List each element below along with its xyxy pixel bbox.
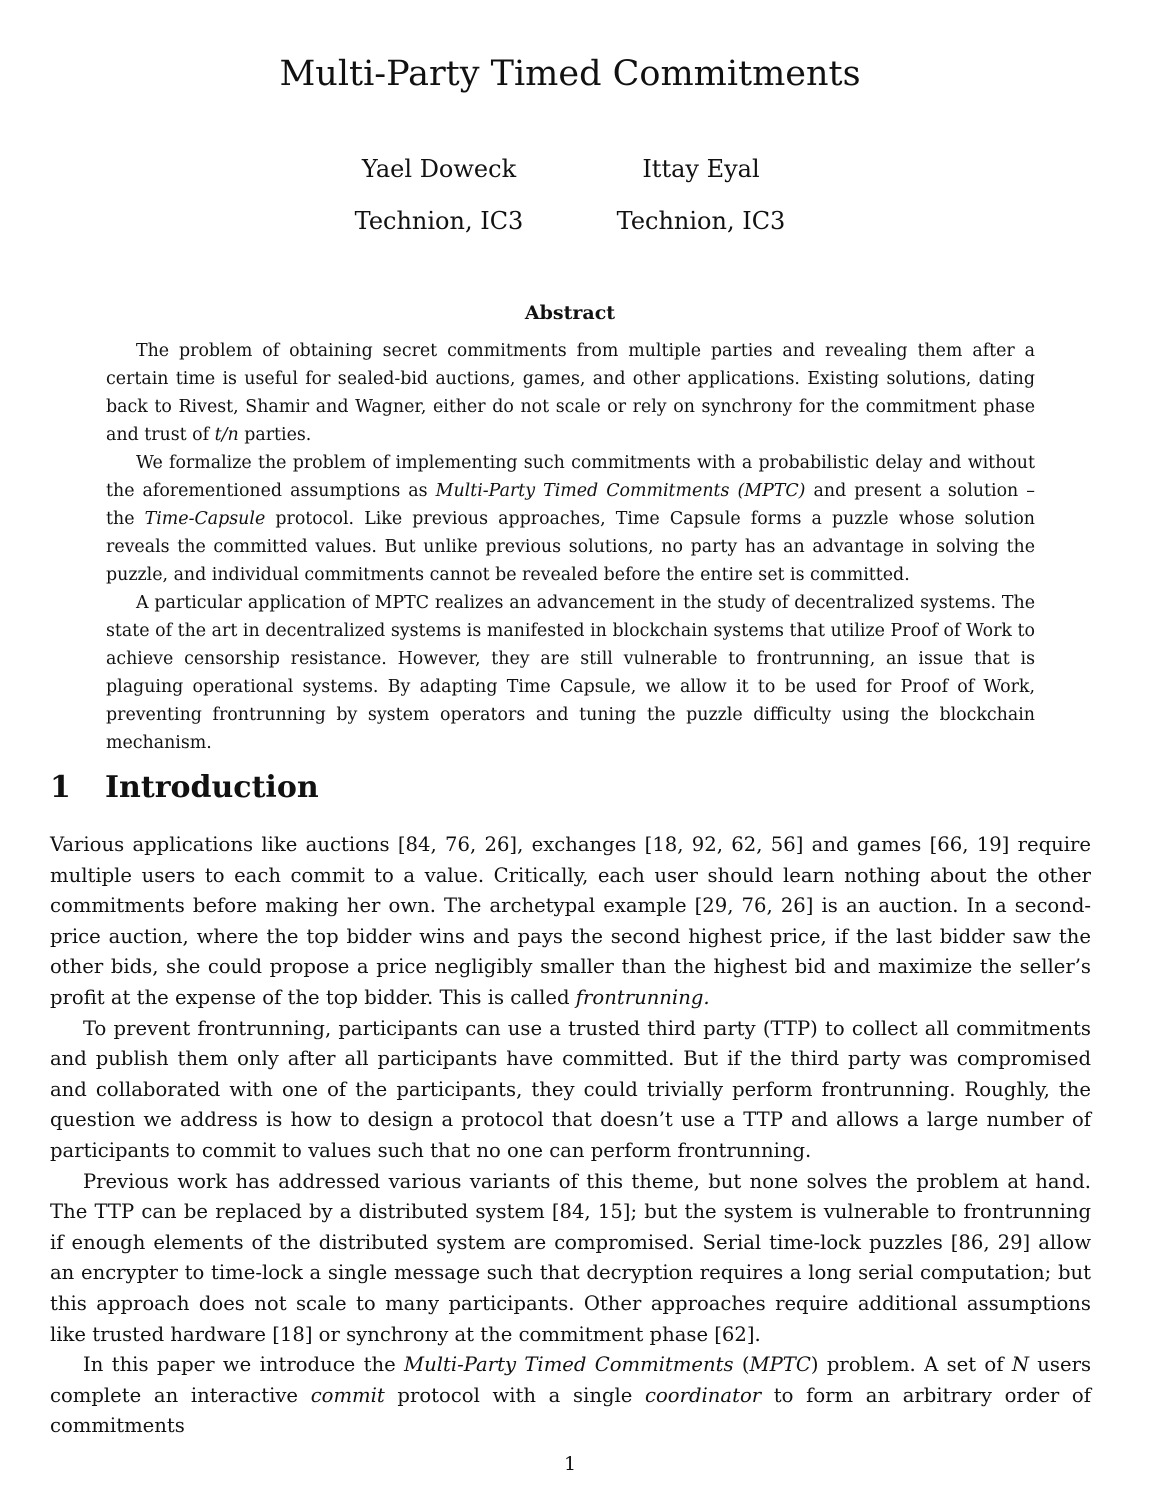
text-run: Previous work has addressed various variants of this theme, but none solves the problem at hand. The TTP can be replaced by a distributed system [84, 15]; but the system is vulnerable to frontrunning if enough elements of the distributed system are compromised. Serial time-lock puzzles [86, 29] allow an encrypter to time-lock a single message such that decryption requires a long serial computation; but this approach does not scale to many participants. Other approaches require additional assumptions like trusted hardware [18] or synchrony at the commitment phase [62]. — [50, 1169, 1091, 1346]
emphasis: Time-Capsule — [144, 509, 266, 529]
body-paragraph — [50, 1350, 1091, 1442]
section-title: Introduction — [105, 770, 319, 805]
author-affiliation: Technion, IC3 — [354, 207, 524, 235]
section-number: 1 — [50, 770, 71, 805]
text-run: A particular application of MPTC realizes an advancement in the study of decentralized systems. The state of the art in decentralized systems is manifested in blockchain systems that utilize Proof of Work to achieve censorship resistance. However, they are still vulnerable to frontrunning, an issue that is plaguing operational systems. By adapting Time Capsule, we allow it to be used for Proof of Work, preventing frontrunning by system operators and tuning the puzzle difficulty using the blockchain mechanism. — [106, 593, 1035, 753]
text-run: In this paper we introduce the — [83, 1353, 405, 1377]
abstract-paragraph — [106, 449, 1035, 589]
paper-title: Multi-Party Timed Commitments — [279, 54, 861, 94]
emphasis: frontrunning. — [575, 985, 710, 1009]
body-paragraph — [50, 1167, 1091, 1351]
emphasis: commit — [310, 1383, 385, 1407]
text-run: The problem of obtaining secret commitments from multiple parties and revealing them after a certain time is useful for sealed-bid auctions, games, and other applications. Existing solutions, dating back to Rivest, Shamir and Wagner, either do not scale or rely on synchrony for the commitment phase and trust of — [106, 341, 1035, 445]
text-run: protocol. Like previous approaches, Time Capsule forms a puzzle whose solution reveals the committed values. But unlike previous solutions, no party has an advantage in solving the puzzle, and individual commitments cannot be revealed before the entire set is committed. — [106, 509, 1035, 585]
author-affiliation: Technion, IC3 — [616, 207, 786, 235]
text-run: parties. — [238, 425, 312, 445]
body-paragraph — [50, 830, 1091, 1014]
abstract — [106, 337, 1035, 757]
emphasis: Multi-Party Timed Commitments (MPTC) — [435, 481, 806, 501]
emphasis: coordinator — [645, 1383, 762, 1407]
author-name: Yael Doweck — [361, 155, 517, 183]
emphasis: Multi-Party Timed Commitments — [404, 1353, 734, 1377]
text-run: ( — [733, 1353, 750, 1377]
text-run: To prevent frontrunning, participants can use a trusted third party (TTP) to collect all commitments and publish them only after all participants have committed. But if the third party was compromised and collaborated with one of the participants, they could trivially perform frontrunning. Roughly, the question we address is how to design a protocol that doesn’t use a TTP and allows a large number of participants to commit to values such that no one can perform frontrunning. — [50, 1016, 1091, 1162]
page-number: 1 — [563, 1453, 577, 1475]
author-block — [571, 153, 831, 237]
body-paragraph — [50, 1014, 1091, 1167]
text-run: We formalize the problem of implementing such commitments with a probabilistic delay and without the aforementioned assumptions as — [106, 453, 1035, 501]
text-run: Various applications like auctions [84, 76, 26], exchanges [18, 92, 62, 56] and games [66, 19] require multiple users to each commit to a value. Critically, each user should learn nothing about the other commitments before making her own. The archetypal example [29, 76, 26] is an auction. In a second-price auction, where the top bidder wins and pays the second highest price, if the last bidder saw the other bids, she could propose a price negligibly smaller than the highest bid and maximize the seller’s profit at the expense of the top bidder. This is called — [50, 833, 1091, 1009]
text-run: users complete an interactive — [50, 1353, 1091, 1407]
text-run: ) problem. A set of — [810, 1353, 1012, 1377]
text-run: and present a solution – the — [106, 481, 1035, 529]
section-body — [50, 830, 1091, 1442]
emphasis: MPTC — [749, 1353, 811, 1377]
text-run: protocol with a single — [384, 1383, 646, 1407]
section-heading — [50, 768, 319, 808]
math-variable: N — [1011, 1353, 1029, 1377]
author-block — [309, 153, 569, 237]
abstract-paragraph — [106, 589, 1035, 757]
text-run: to form an arbitrary order of commitments — [50, 1383, 1091, 1438]
author-name: Ittay Eyal — [642, 155, 760, 183]
abstract-paragraph — [106, 337, 1035, 449]
math-variable: t/n — [214, 425, 239, 445]
abstract-heading: Abstract — [524, 302, 616, 324]
